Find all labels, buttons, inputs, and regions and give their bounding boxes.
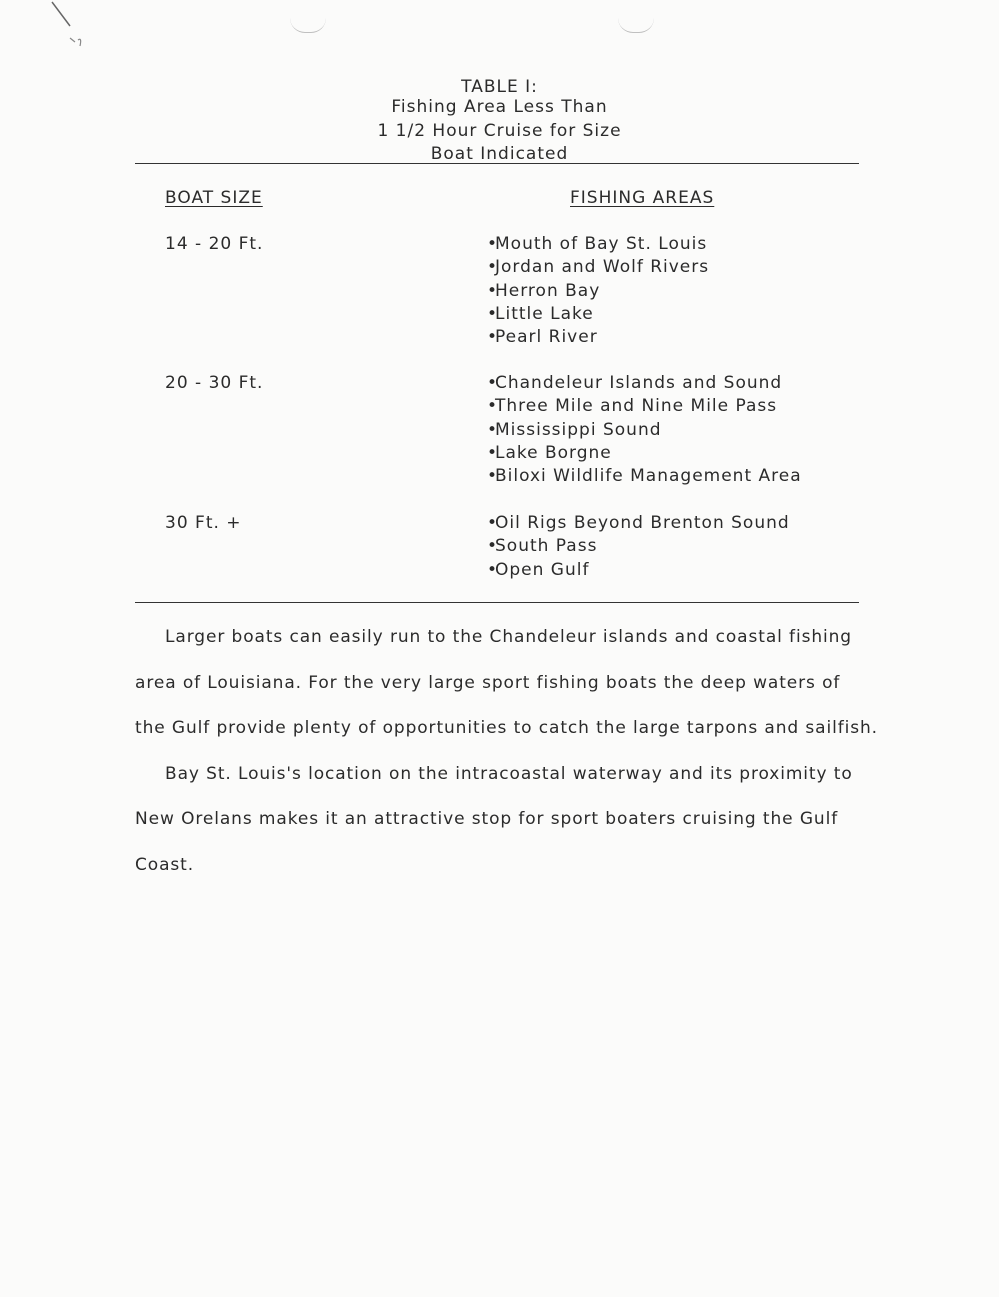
fishing-area-item: •Little Lake	[487, 303, 709, 326]
fishing-areas-list	[487, 512, 790, 582]
table-bottom-rule	[135, 602, 859, 603]
fishing-area-item: •Jordan and Wolf Rivers	[487, 256, 709, 279]
bullet-icon: •	[487, 257, 499, 278]
bullet-icon: •	[487, 396, 499, 417]
table-caption-line-4: Boat Indicated	[430, 144, 569, 164]
bullet-icon: •	[487, 373, 499, 393]
fishing-area-item: •Three Mile and Nine Mile Pass	[487, 395, 802, 418]
punch-hole-mark-right	[618, 18, 654, 33]
paragraph-line: the Gulf provide plenty of opportunities to catch the large tarpons and sailfish.	[135, 718, 878, 738]
bullet-icon: •	[487, 513, 499, 533]
fishing-area-item: •Herron Bay	[487, 280, 709, 303]
fishing-area-item: •Open Gulf	[487, 559, 790, 582]
fishing-area-item: •Mississippi Sound	[487, 419, 802, 442]
fishing-area-item: •Biloxi Wildlife Management Area	[487, 465, 802, 488]
bullet-icon: •	[487, 419, 499, 440]
bullet-icon: •	[487, 303, 499, 324]
paragraph-line: area of Louisiana. For the very large sport fishing boats the deep waters of	[135, 673, 841, 693]
table-caption-line-1: TABLE I:	[461, 77, 538, 97]
paragraph-line: Bay St. Louis's location on the intracoastal waterway and its proximity to	[165, 764, 853, 784]
boat-size-cell: 14 - 20 Ft.	[165, 234, 264, 254]
bullet-icon: •	[487, 280, 499, 301]
table-caption-line-2: Fishing Area Less Than	[391, 97, 608, 117]
fishing-area-item: •South Pass	[487, 535, 790, 558]
fishing-area-item: •Chandeleur Islands and Sound	[487, 372, 802, 395]
table-caption-line-3: 1 1/2 Hour Cruise for Size	[377, 121, 622, 141]
fishing-areas-list	[487, 372, 802, 488]
bullet-icon: •	[487, 234, 499, 254]
bullet-icon: •	[487, 466, 499, 487]
bullet-icon: •	[487, 442, 499, 463]
bullet-icon: •	[487, 327, 499, 348]
table-top-rule	[135, 163, 859, 164]
boat-size-cell: 30 Ft. +	[165, 513, 242, 533]
fishing-area-item: •Lake Borgne	[487, 442, 802, 465]
paragraph-line: New Orelans makes it an attractive stop for sport boaters cruising the Gulf	[135, 809, 839, 829]
punch-hole-mark-left	[290, 18, 326, 33]
paragraph-line: Larger boats can easily run to the Chandeleur islands and coastal fishing	[165, 627, 852, 647]
bullet-icon: •	[487, 536, 499, 557]
paragraph-line: Coast.	[135, 855, 195, 875]
bullet-icon: •	[487, 559, 499, 580]
scan-corner-mark	[48, 0, 88, 50]
fishing-area-item: •Oil Rigs Beyond Brenton Sound	[487, 512, 790, 535]
fishing-area-item: •Mouth of Bay St. Louis	[487, 233, 709, 256]
boat-size-cell: 20 - 30 Ft.	[165, 373, 264, 393]
fishing-area-item: •Pearl River	[487, 326, 709, 349]
column-header-boat-size: BOAT SIZE	[165, 188, 263, 208]
fishing-areas-list	[487, 233, 709, 349]
column-header-fishing-areas: FISHING AREAS	[570, 188, 715, 208]
